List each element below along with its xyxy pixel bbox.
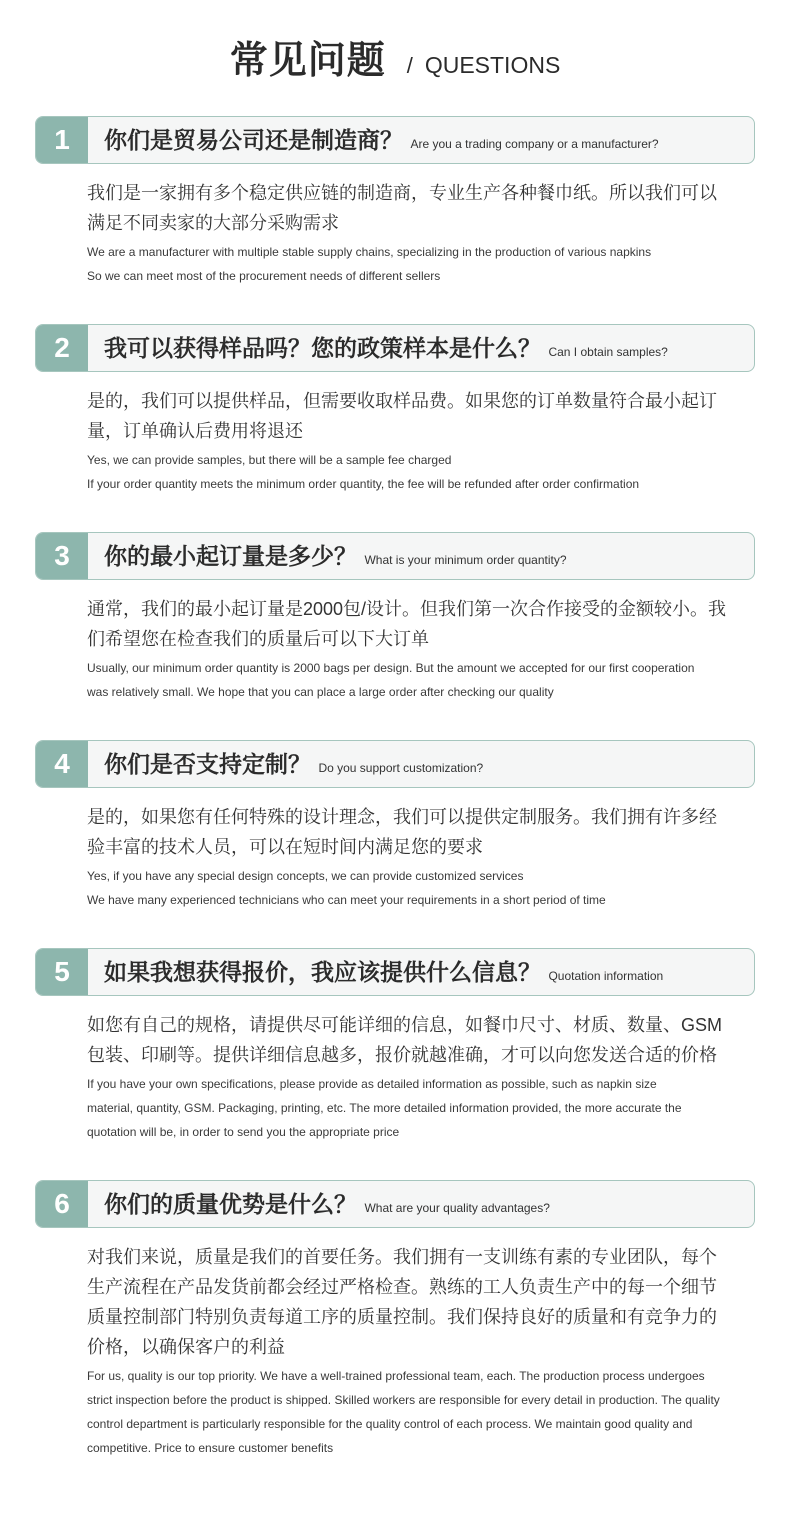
answer-line-cn: 如您有自己的规格，请提供尽可能详细的信息，如餐巾尺寸、材质、数量、GSM bbox=[87, 1015, 722, 1035]
answer-en bbox=[87, 864, 790, 912]
answer-line-cn: 是的，如果您有任何特殊的设计理念，我们可以提供定制服务。我们拥有许多经 bbox=[87, 807, 717, 827]
question-heading bbox=[88, 325, 668, 371]
answer-line-en: For us, quality is our top priority. We have a well-trained professional team, each. The production process undergoes bbox=[87, 1369, 705, 1383]
answer bbox=[0, 164, 790, 288]
answer-line-cn: 通常，我们的最小起订量是2000包/设计。但我们第一次合作接受的金额较小。我 bbox=[87, 599, 727, 619]
answer-line-en: Usually, our minimum order quantity is 2000 bags per design. But the amount we accepted for our first cooperation bbox=[87, 661, 695, 675]
page-title-cn: 常见问题 bbox=[229, 40, 386, 82]
answer-cn bbox=[87, 1242, 790, 1362]
answer-en bbox=[87, 1072, 790, 1144]
answer bbox=[0, 1228, 790, 1460]
question-title-cn: 如果我想获得报价，我应该提供什么信息？ bbox=[104, 959, 541, 985]
answer-line-en: We have many experienced technicians who can meet your requirements in a short period of time bbox=[87, 893, 606, 907]
answer-en bbox=[87, 240, 790, 288]
answer-line-cn: 是的，我们可以提供样品，但需要收取样品费。如果您的订单数量符合最小起订 bbox=[87, 391, 717, 411]
answer-en bbox=[87, 448, 790, 496]
faq-item-1 bbox=[0, 116, 790, 288]
question-title-cn: 你们的质量优势是什么？ bbox=[104, 1191, 357, 1217]
question-number-badge: 3 bbox=[36, 533, 88, 579]
answer bbox=[0, 372, 790, 496]
answer-line-en: Yes, we can provide samples, but there will be a sample fee charged bbox=[87, 453, 452, 467]
title-separator: / bbox=[406, 53, 413, 78]
question-title-en: Can I obtain samples? bbox=[548, 345, 668, 359]
answer-line-cn: 质量控制部门特别负责每道工序的质量控制。我们保持良好的质量和有竞争力的 bbox=[87, 1307, 717, 1327]
answer-line-en: If you have your own specifications, please provide as detailed information as possible, such as napkin size bbox=[87, 1077, 657, 1091]
question-number-badge: 1 bbox=[36, 117, 88, 163]
answer bbox=[0, 996, 790, 1144]
question-banner bbox=[35, 948, 755, 996]
question-heading bbox=[88, 533, 567, 579]
question-number-badge: 6 bbox=[36, 1181, 88, 1227]
answer-line-en: quotation will be, in order to send you the appropriate price bbox=[87, 1125, 400, 1139]
question-number-badge: 5 bbox=[36, 949, 88, 995]
answer-cn bbox=[87, 802, 790, 862]
question-title-en: What are your quality advantages? bbox=[364, 1201, 550, 1215]
question-title-cn: 你们是否支持定制？ bbox=[104, 751, 311, 777]
answer-line-en: material, quantity, GSM. Packaging, printing, etc. The more detailed information provided, the more accurate the bbox=[87, 1101, 682, 1115]
faq-item-4 bbox=[0, 740, 790, 912]
answer-line-cn: 对我们来说，质量是我们的首要任务。我们拥有一支训练有素的专业团队，每个 bbox=[87, 1247, 717, 1267]
question-title-en: Do you support customization? bbox=[318, 761, 484, 775]
answer-line-en: So we can meet most of the procurement needs of different sellers bbox=[87, 269, 441, 283]
question-number-badge: 4 bbox=[36, 741, 88, 787]
question-heading bbox=[88, 741, 483, 787]
answer-cn bbox=[87, 594, 790, 654]
answer-line-cn: 生产流程在产品发货前都会经过严格检查。熟练的工人负责生产中的每一个细节 bbox=[87, 1277, 717, 1297]
answer-line-cn: 包装、印刷等。提供详细信息越多，报价就越准确，才可以向您发送合适的价格 bbox=[87, 1045, 717, 1065]
faq-list bbox=[0, 116, 790, 1460]
answer-line-en: competitive. Price to ensure customer benefits bbox=[87, 1441, 334, 1455]
question-banner bbox=[35, 116, 755, 164]
page-title-en: QUESTIONS bbox=[424, 52, 561, 78]
answer-line-cn: 们希望您在检查我们的质量后可以下大订单 bbox=[87, 629, 429, 649]
question-banner bbox=[35, 1180, 755, 1228]
question-title-cn: 我可以获得样品吗？您的政策样本是什么？ bbox=[104, 335, 541, 361]
faq-item-2 bbox=[0, 324, 790, 496]
question-heading bbox=[88, 1181, 550, 1227]
question-heading bbox=[88, 117, 659, 163]
faq-item-3 bbox=[0, 532, 790, 704]
answer-line-cn: 价格，以确保客户的利益 bbox=[87, 1337, 285, 1357]
answer-line-en: was relatively small. We hope that you can place a large order after checking our quality bbox=[87, 685, 554, 699]
faq-item-5 bbox=[0, 948, 790, 1144]
answer-line-cn: 满足不同卖家的大部分采购需求 bbox=[87, 213, 339, 233]
answer-line-cn: 量，订单确认后费用将退还 bbox=[87, 421, 303, 441]
answer-line-cn: 我们是一家拥有多个稳定供应链的制造商，专业生产各种餐巾纸。所以我们可以 bbox=[87, 183, 717, 203]
question-title-en: Quotation information bbox=[548, 969, 664, 983]
question-title-en: Are you a trading company or a manufacturer? bbox=[410, 137, 659, 151]
page-header bbox=[0, 0, 790, 116]
answer-cn bbox=[87, 386, 790, 446]
question-title-en: What is your minimum order quantity? bbox=[364, 553, 567, 567]
question-banner bbox=[35, 324, 755, 372]
answer-line-en: If your order quantity meets the minimum order quantity, the fee will be refunded after order confirmation bbox=[87, 477, 640, 491]
answer bbox=[0, 788, 790, 912]
faq-item-6 bbox=[0, 1180, 790, 1460]
answer-en bbox=[87, 656, 790, 704]
answer-line-en: control department is particularly responsible for the quality control of each process. We maintain good quality and bbox=[87, 1417, 693, 1431]
answer-line-cn: 验丰富的技术人员，可以在短时间内满足您的要求 bbox=[87, 837, 483, 857]
answer-en bbox=[87, 1364, 790, 1460]
question-banner bbox=[35, 740, 755, 788]
question-heading bbox=[88, 949, 663, 995]
question-title-cn: 你的最小起订量是多少？ bbox=[104, 543, 357, 569]
answer-line-en: We are a manufacturer with multiple stable supply chains, specializing in the production of various napkins bbox=[87, 245, 652, 259]
question-banner bbox=[35, 532, 755, 580]
answer bbox=[0, 580, 790, 704]
answer-line-en: strict inspection before the product is shipped. Skilled workers are responsible for every detail in production. The quality bbox=[87, 1393, 720, 1407]
answer-cn bbox=[87, 178, 790, 238]
answer-cn bbox=[87, 1010, 790, 1070]
question-title-cn: 你们是贸易公司还是制造商？ bbox=[104, 127, 403, 153]
question-number-badge: 2 bbox=[36, 325, 88, 371]
answer-line-en: Yes, if you have any special design concepts, we can provide customized services bbox=[87, 869, 524, 883]
